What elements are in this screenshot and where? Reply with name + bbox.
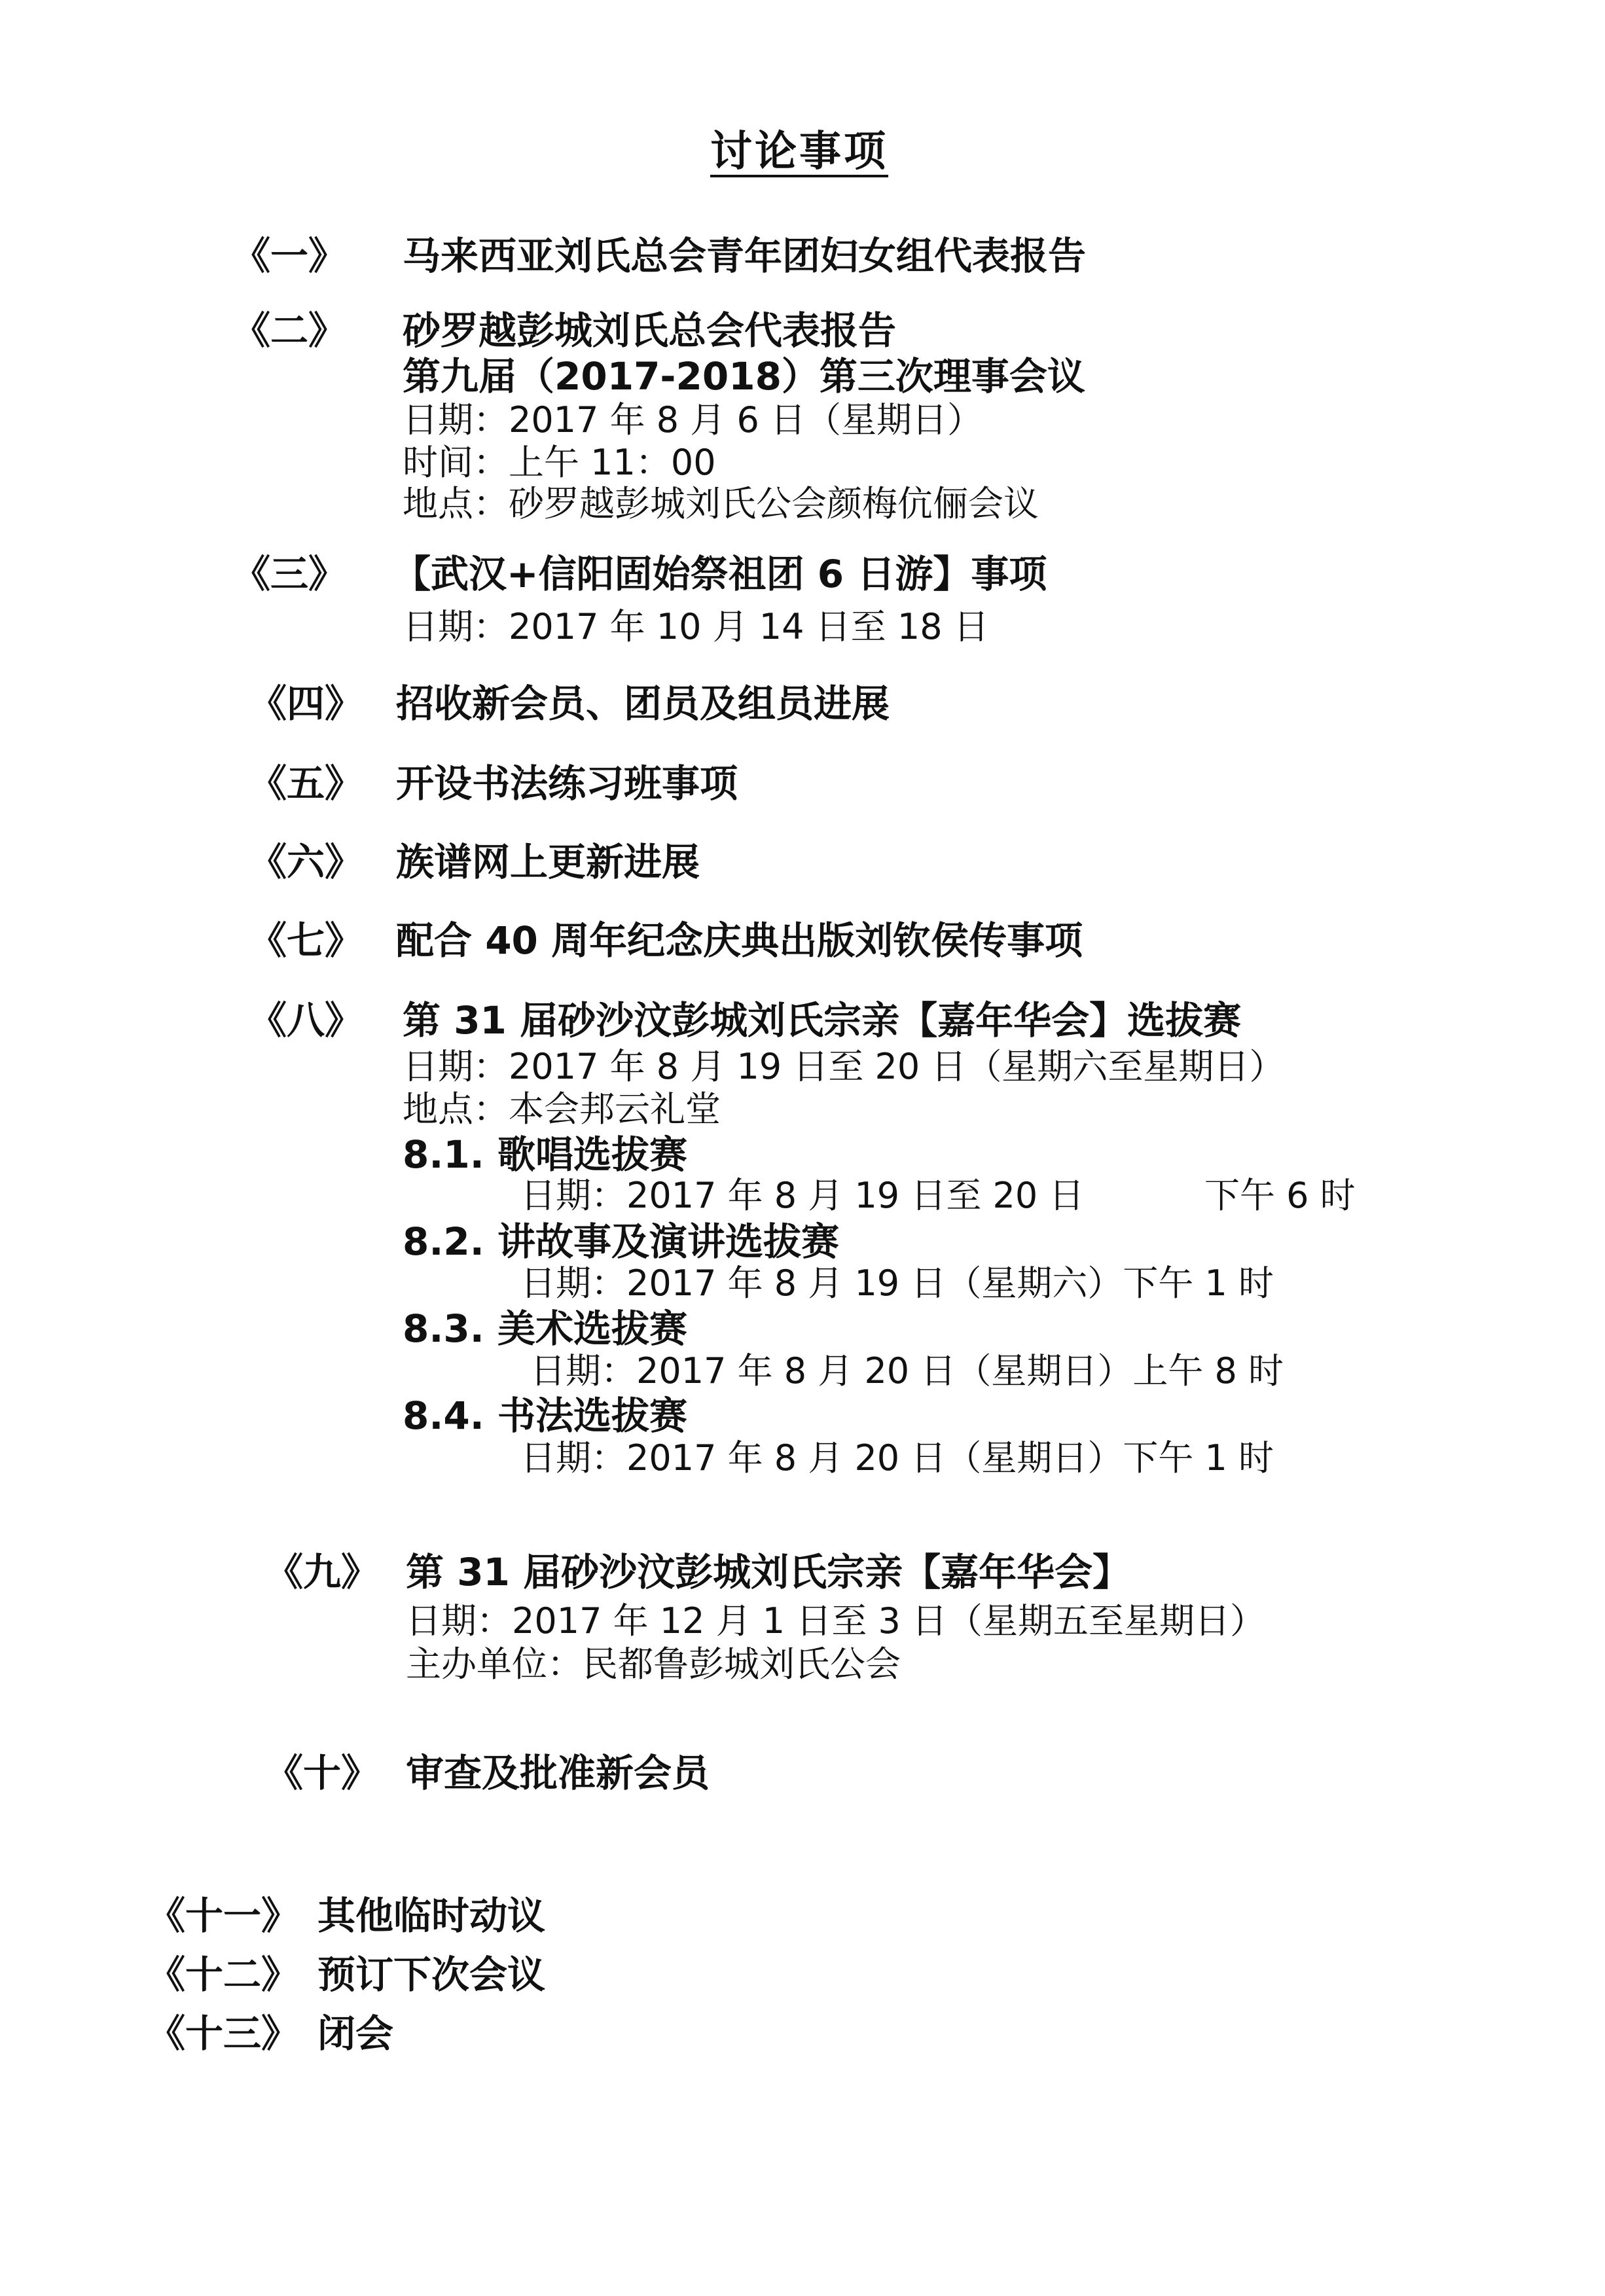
item-10-mark: 《十》 (265, 1751, 380, 1795)
item-8-3-date: 日期：2017 年 8 月 20 日（星期日）上午 8 时 (530, 1350, 1284, 1391)
item-2-time: 时间：上午 11：00 (403, 442, 716, 483)
item-8-4-title: 8.4. 书法选拔赛 (403, 1393, 687, 1438)
item-5-mark: 《五》 (249, 761, 363, 806)
item-2-date: 日期：2017 年 8 月 6 日（星期日） (403, 399, 983, 440)
item-11-text: 其他临时动议 (317, 1893, 546, 1938)
item-11-mark: 《十一》 (147, 1893, 300, 1938)
item-8-text: 第 31 届砂沙汶彭城刘氏宗亲【嘉年华会】选拔赛 (403, 998, 1242, 1043)
item-4-mark: 《四》 (249, 681, 363, 726)
item-2-text: 砂罗越彭城刘氏总会代表报告 (403, 308, 897, 353)
item-8-3-title: 8.3. 美术选拔赛 (403, 1306, 687, 1351)
item-12-mark: 《十二》 (147, 1952, 300, 1997)
item-8-2-date: 日期：2017 年 8 月 19 日（星期六）下午 1 时 (520, 1263, 1274, 1304)
item-8-1-title: 8.1. 歌唱选拔赛 (403, 1132, 687, 1177)
item-13-text: 闭会 (317, 2011, 394, 2056)
item-6-text: 族谱网上更新进展 (396, 840, 700, 884)
item-1-text: 马来西亚刘氏总会青年团妇女组代表报告 (403, 234, 1087, 278)
item-10-text: 审查及批准新会员 (406, 1751, 710, 1795)
item-8-2-title: 8.2. 讲故事及演讲选拔赛 (403, 1219, 839, 1264)
item-3-date: 日期：2017 年 10 月 14 日至 18 日 (403, 606, 989, 647)
item-2-meeting-title: 第九届（2017-2018）第三次理事会议 (403, 354, 1085, 399)
item-1-mark: 《一》 (232, 234, 347, 278)
item-4-text: 招收新会员、团员及组员进展 (396, 681, 890, 726)
item-8-1-date: 日期：2017 年 8 月 19 日至 20 日 (520, 1175, 1085, 1216)
item-5-text: 开设书法练习班事项 (396, 761, 738, 806)
item-9-date: 日期：2017 年 12 月 1 日至 3 日（星期五至星期日） (406, 1600, 1266, 1641)
item-7-text: 配合 40 周年纪念庆典出版刘钦侯传事项 (396, 918, 1083, 963)
item-8-date: 日期：2017 年 8 月 19 日至 20 日（星期六至星期日） (403, 1046, 1285, 1087)
item-13-mark: 《十三》 (147, 2011, 300, 2056)
item-6-mark: 《六》 (249, 840, 363, 884)
item-9-mark: 《九》 (265, 1550, 380, 1594)
item-9-text: 第 31 届砂沙汶彭城刘氏宗亲【嘉年华会】 (406, 1550, 1131, 1594)
item-8-place: 地点：本会邦云礼堂 (403, 1088, 721, 1130)
page-title: 讨论事项 (710, 128, 888, 176)
item-3-text: 【武汉+信阳固始祭祖团 6 日游】事项 (393, 552, 1047, 596)
item-12-text: 预订下次会议 (317, 1952, 546, 1997)
item-2-mark: 《二》 (232, 308, 347, 353)
item-3-mark: 《三》 (232, 552, 347, 596)
item-2-place: 地点：砂罗越彭城刘氏公会颜梅伉俪会议 (403, 483, 1039, 524)
item-9-organizer: 主办单位：民都鲁彭城刘氏公会 (406, 1643, 901, 1685)
item-8-1-time: 下午 6 时 (1204, 1175, 1356, 1216)
item-8-mark: 《八》 (249, 998, 363, 1043)
item-7-mark: 《七》 (249, 918, 363, 963)
item-8-4-date: 日期：2017 年 8 月 20 日（星期日）下午 1 时 (520, 1437, 1274, 1479)
